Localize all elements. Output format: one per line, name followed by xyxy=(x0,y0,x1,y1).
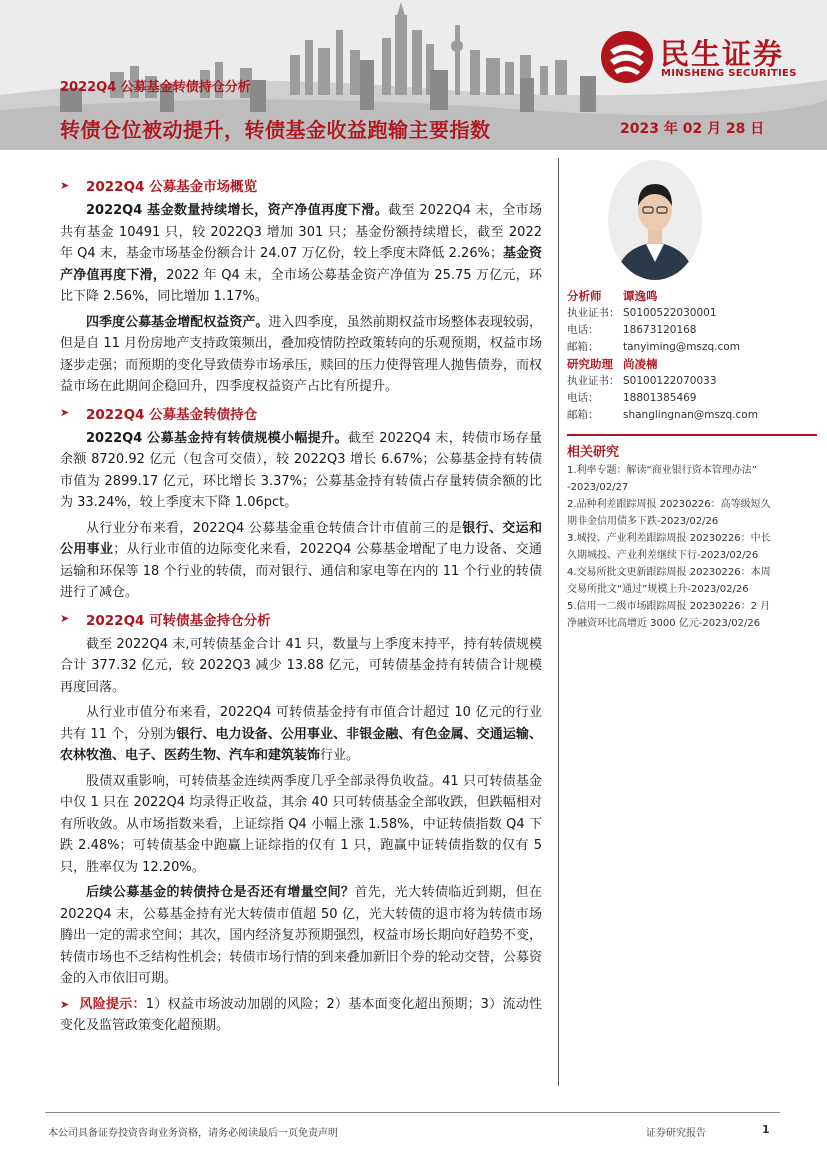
email-link[interactable]: tanyiming@mszq.com xyxy=(623,340,740,353)
footer-disclaimer: 本公司具备证券投资咨询业务资格，请务必阅读最后一页免责声明 xyxy=(48,1128,338,1139)
section-heading-text: 2022Q4 公募基金市场概览 xyxy=(86,179,258,195)
paragraph-text: 行业。 xyxy=(320,748,360,763)
analyst-email-row xyxy=(567,338,817,355)
related-item-date: -2023/02/27 xyxy=(567,482,629,493)
arrow-bullet-icon: ➤ xyxy=(60,997,70,1011)
paragraph xyxy=(60,312,542,398)
assistant-role-row xyxy=(567,355,817,372)
brand-logo xyxy=(600,30,810,86)
paragraph xyxy=(60,518,542,604)
logo-english-name: MINSHENG SECURITIES xyxy=(661,68,797,79)
analyst-info xyxy=(567,287,817,423)
email-label: 邮箱： xyxy=(567,409,599,421)
logo-chinese-name: 民生证券 xyxy=(660,37,785,71)
related-item-cont: 交易所批文“通过”规模上升-2023/02/26 xyxy=(567,584,749,595)
analyst-email-row xyxy=(567,406,817,423)
paragraph-text: 从行业分布来看，2022Q4 公募基金重仓转债合计市值前三的是 xyxy=(86,520,463,536)
bold-lead: 后续公募基金的转债持仓是否还有增量空间？ xyxy=(86,885,355,900)
section-heading xyxy=(60,174,542,196)
related-item-cont: 期非金信用债多下跌-2023/02/26 xyxy=(567,516,719,527)
bold-lead: 2022Q4 基金数量持续增长，资产净值再度下滑。 xyxy=(86,203,389,218)
phone-value: 18801385469 xyxy=(623,391,697,404)
related-item[interactable]: 2.品种利差跟踪周报 20230226：高等级短久 xyxy=(567,499,771,510)
report-date: 2023 年 02 月 28 日 xyxy=(620,121,765,137)
section-heading-text: 2022Q4 可转债基金持仓分析 xyxy=(86,612,271,629)
section-heading xyxy=(60,608,542,630)
arrow-bullet-icon: ➤ xyxy=(60,406,70,419)
related-item[interactable]: 5.信用一二级市场跟踪周报 20230226：2 月 xyxy=(567,601,771,612)
analyst-name: 尚凌楠 xyxy=(623,356,658,371)
related-item[interactable]: 4.交易所批文更新跟踪周报 20230226：本周 xyxy=(567,567,771,578)
phone-value: 18673120168 xyxy=(623,323,697,336)
bold-inline: 银行、交运和公用事业 xyxy=(60,520,542,557)
related-research-title: 相关研究 xyxy=(567,445,620,460)
paragraph xyxy=(60,634,542,699)
cert-value: S0100122070033 xyxy=(623,374,717,387)
phone-label: 电话： xyxy=(567,324,599,336)
analyst-phone-row xyxy=(567,321,817,338)
bold-inline: 银行、电力设备、公用事业、非银金融、有色金属、交通运输、农林牧渔、电子、医药生物、汽车和建筑装饰 xyxy=(60,726,542,763)
risk-text: 1）权益市场波动加剧的风险；2）基本面变化超出预期；3）流动性变化及监管政策变化超预期。 xyxy=(60,996,542,1033)
analyst-photo xyxy=(608,160,702,280)
page-number: 1 xyxy=(762,1123,770,1136)
cert-value: S0100522030001 xyxy=(623,306,717,319)
footer-report-type: 证券研究报告 xyxy=(646,1128,706,1139)
paragraph xyxy=(60,702,542,767)
analyst-role-row xyxy=(567,287,817,304)
cert-label: 执业证书： xyxy=(567,307,620,319)
related-item[interactable]: 1.利率专题：解读“商业银行资本管理办法” xyxy=(567,465,757,476)
paragraph xyxy=(60,428,542,514)
analyst-phone-row xyxy=(567,389,817,406)
minsheng-logo-icon xyxy=(600,30,654,84)
analyst-role: 研究助理 xyxy=(567,356,613,371)
paragraph-text: 截至 2022Q4 末,可转债基金合计 41 只，数量与上季度末持平，持有转债规模合计 377.32 亿元，较 2022Q3 减少 13.88 亿元，可转债基金持有转债合计规模再度回落。 xyxy=(60,636,542,695)
risk-warning xyxy=(60,994,542,1037)
section-heading-text: 2022Q4 公募基金转债持仓 xyxy=(86,406,258,423)
arrow-bullet-icon: ➤ xyxy=(60,178,70,192)
analyst-role: 分析师 xyxy=(567,288,602,303)
cert-label: 执业证书： xyxy=(567,375,620,387)
arrow-bullet-icon: ➤ xyxy=(60,612,70,625)
paragraph-text: ；从行业市值的边际变化来看，2022Q4 公募基金增配了电力设备、交通运输和环保等 18 个行业的转债，而对银行、通信和家电等在内的 11 个行业的转债进行了减仓。 xyxy=(60,542,542,600)
section-heading xyxy=(60,402,542,424)
footer-divider xyxy=(45,1112,780,1113)
bold-inline: 基金资产净值再度下滑， xyxy=(60,246,542,283)
bold-lead: 四季度公募基金增配权益资产。 xyxy=(86,314,269,330)
analyst-name: 谭逸鸣 xyxy=(623,288,658,303)
header-banner xyxy=(0,0,827,150)
bold-lead: 2022Q4 公募基金持有转债规模小幅提升。 xyxy=(86,430,348,446)
related-item-cont: 久期城投、产业利差继续下行-2023/02/26 xyxy=(567,550,759,561)
paragraph xyxy=(60,771,542,879)
report-series: 2022Q4 公募基金转债持仓分析 xyxy=(60,80,251,95)
related-item-cont: 净融资环比高增近 3000 亿元-2023/02/26 xyxy=(567,618,761,629)
analyst-cert-row xyxy=(567,372,817,389)
related-divider xyxy=(567,434,817,436)
paragraph xyxy=(60,200,542,308)
email-link[interactable]: shanglingnan@mszq.com xyxy=(623,408,758,421)
column-divider xyxy=(558,158,559,1086)
analyst-cert-row xyxy=(567,304,817,321)
paragraph-text: 进入四季度，虽然前期权益市场整体表现较弱，但是自 11 月份房地产支持政策频出，叠加疫情防控政策转向的乐观预期，权益市场逐步走强；而预期的变化导致债券市场承压，赎回的压力使得管理人抛售债券，而权益市场在此期间企稳回升，四季度权益资产占比有所提升。 xyxy=(60,314,542,394)
paragraph-text: 股债双重影响，可转债基金连续两季度几乎全部录得负收益。41 只可转债基金中仅 1 只在 2022Q4 均录得正收益，其余 40 只可转债基金全部收跌，但跌幅相对有所收敛。从市场指数来看，上证综指 Q4 小幅上涨 1.58%，中证转债指数 Q4 下跌 2.48%；可转债基金中跑赢上证综指的仅有 1 只，跑赢中证转债指数的仅有 5 只，胜率仅为 12.20%。 xyxy=(60,773,542,875)
paragraph xyxy=(60,882,542,990)
risk-label: 风险提示： xyxy=(79,996,146,1012)
main-content xyxy=(60,172,542,1041)
paragraph-text: 2022 年 Q4 末，全市场公募基金资产净值为 25.75 万亿元，环比下降 2.56%，同比增加 1.17%。 xyxy=(60,267,542,304)
analyst-portrait-image xyxy=(608,160,702,280)
paragraph-text: 从行业市值分布来看，2022Q4 可转债基金持有市值合计超过 10 亿元的行业共有 11 个，分别为 xyxy=(60,705,542,742)
phone-label: 电话： xyxy=(567,392,599,404)
related-research-list xyxy=(567,462,817,632)
email-label: 邮箱： xyxy=(567,341,599,353)
paragraph-text: 首先，光大转债临近到期，但在 2022Q4 末，公募基金持有光大转债市值超 50 亿，光大转债的退市将为转债市场腾出一定的需求空间；其次，国内经济复苏预期强烈，权益市场长期向好趋势不变，转债市场也不乏结构性机会；转债市场行情的到来叠加新旧个券的轮动交替，公募资金的入市依旧可期。 xyxy=(60,885,542,986)
paragraph-text: 截至 2022Q4 末，转债市场存量余额 8720.92 亿元（包含可交债），较 2022Q3 增长 6.67%；公募基金持有转债市值为 2899.17 亿元，环比增长 3.37%；公募基金持有转债占存量转债余额的比为 33.24%，较上季度末下降 1.06pct。 xyxy=(60,430,542,510)
related-item[interactable]: 3.城投、产业利差跟踪周报 20230226：中长 xyxy=(567,533,771,544)
paragraph-text: 截至 2022Q4 末，全市场共有基金 10491 只，较 2022Q3 增加 301 只；基金份额持续增长，截至 2022 年 Q4 末，基金市场基金份额合计 24.07 万亿份，较上季度末降低 2.26%； xyxy=(60,203,542,261)
report-title: 转债仓位被动提升，转债基金收益跑输主要指数 xyxy=(60,118,491,142)
